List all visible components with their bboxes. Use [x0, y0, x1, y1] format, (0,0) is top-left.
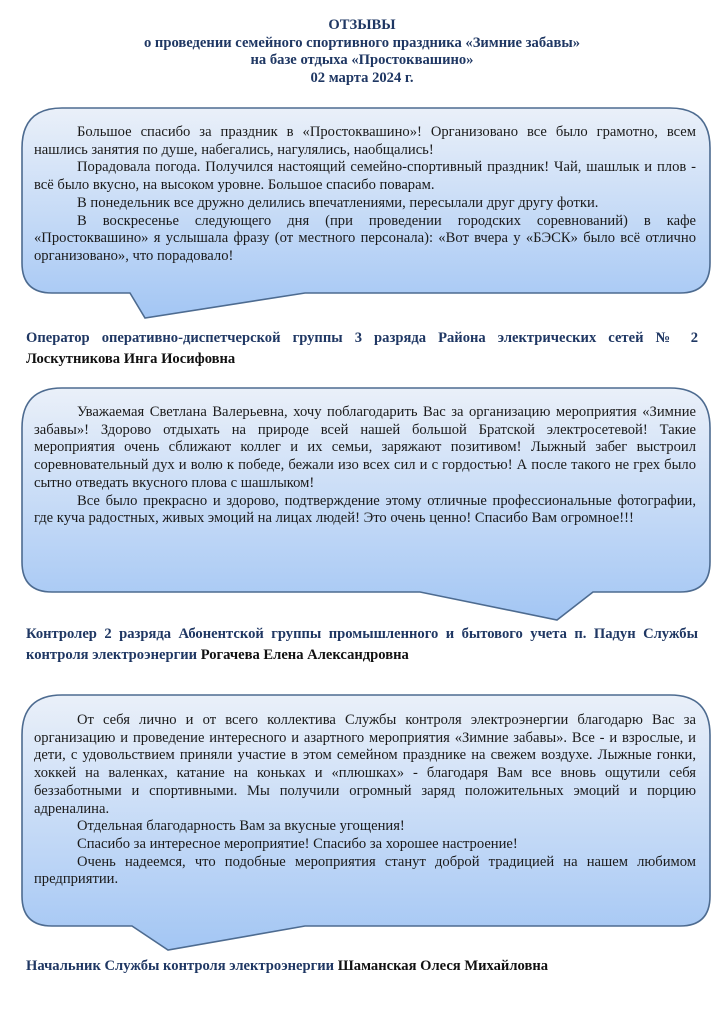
review-2-author	[26, 624, 698, 666]
author-name: Шаманская Олеся Михайловна	[337, 958, 549, 974]
review-paragraph: Порадовала погода. Получился настоящий семейно-спортивный праздник! Чай, шашлык и плов - всё было вкусно, на высоком уровне. Большое спасибо поварам.	[34, 159, 696, 194]
review-paragraph: В воскресенье следующего дня (при проведении городских соревнований) в кафе «Простоквашино» я услышала фразу (от местного персонала): «Вот вчера у «БЭСК» было всё отлично организовано», что порадовало!	[34, 212, 696, 264]
document-date: 02 марта 2024 г.	[310, 69, 414, 86]
author-position: Контролер 2 разряда Абонентской группы промышленного и бытового учета п. Падун Службы контроля электроэнергии	[26, 626, 698, 663]
review-paragraph: Спасибо за интересное мероприятие! Спасибо за хорошее настроение!	[77, 835, 518, 852]
document-title: ОТЗЫВЫ	[328, 17, 396, 33]
review-paragraph: Уважаемая Светлана Валерьевна, хочу поблагодарить Вас за организацию мероприятия «Зимние забавы»! Здорово отдыхать на природе всей нашей большой Братской электросетевой! Такие мероприятия очень сближают коллег и их семьи, заряжают позитивом! Лыжный забег выстроил соревновательный дух и волю к победе, бежали изо всех сил и с гордостью! А после такого не грех было сытно отведать вкусного плова с шашлыком!	[34, 404, 696, 491]
review-paragraph: От себя лично и от всего коллектива Службы контроля электроэнергии благодарю Вас за организацию и проведение интересного и азартного мероприятия «Зимние забавы». Все - и взрослые, и дети, с удовольствием приняли участие в этом семейном празднике на свежем воздухе. Лыжные гонки, хоккей на валенках, катание на коньках и «плюшках» - благодаря Вам все вновь ощутили себя беззаботными и спортивными. Мы получили огромный заряд положительных эмоций и порцию адреналина.	[34, 712, 696, 817]
review-paragraph: Отдельная благодарность Вам за вкусные угощения!	[77, 818, 405, 835]
review-2-text	[34, 404, 696, 528]
author-name: Лоскутникова Инга Иосифовна	[26, 351, 236, 367]
review-paragraph: Большое спасибо за праздник в «Простоквашино»! Организовано все было грамотно, всем нашлись занятия по душе, набегались, нагулялись, наобщались!	[34, 124, 696, 158]
review-1-author	[26, 328, 698, 370]
review-1-text	[34, 124, 696, 266]
review-paragraph: В понедельник все дружно делились впечатлениями, пересылали друг другу фотки.	[77, 194, 599, 211]
review-3-text	[34, 712, 696, 889]
author-position: Оператор оперативно-диспетчерской группы 3 разряда Района электрических сетей № 2	[26, 330, 698, 346]
review-3-author	[26, 956, 698, 977]
review-paragraph: Очень надеемся, что подобные мероприятия станут доброй традицией на нашем любимом предприятии.	[34, 853, 696, 888]
review-paragraph: Все было прекрасно и здорово, подтверждение этому отличные профессиональные фотографии, где куча радостных, живых эмоций на лицах людей! Это очень ценно! Спасибо Вам огромное!!!	[34, 492, 696, 527]
author-position: Начальник Службы контроля электроэнергии	[26, 958, 335, 974]
author-name: Рогачева Елена Александровна	[200, 647, 409, 663]
document-subtitle-event: о проведении семейного спортивного праздника «Зимние забавы»	[143, 34, 581, 51]
document-subtitle-venue: на базе отдыха «Простоквашино»	[250, 52, 474, 69]
